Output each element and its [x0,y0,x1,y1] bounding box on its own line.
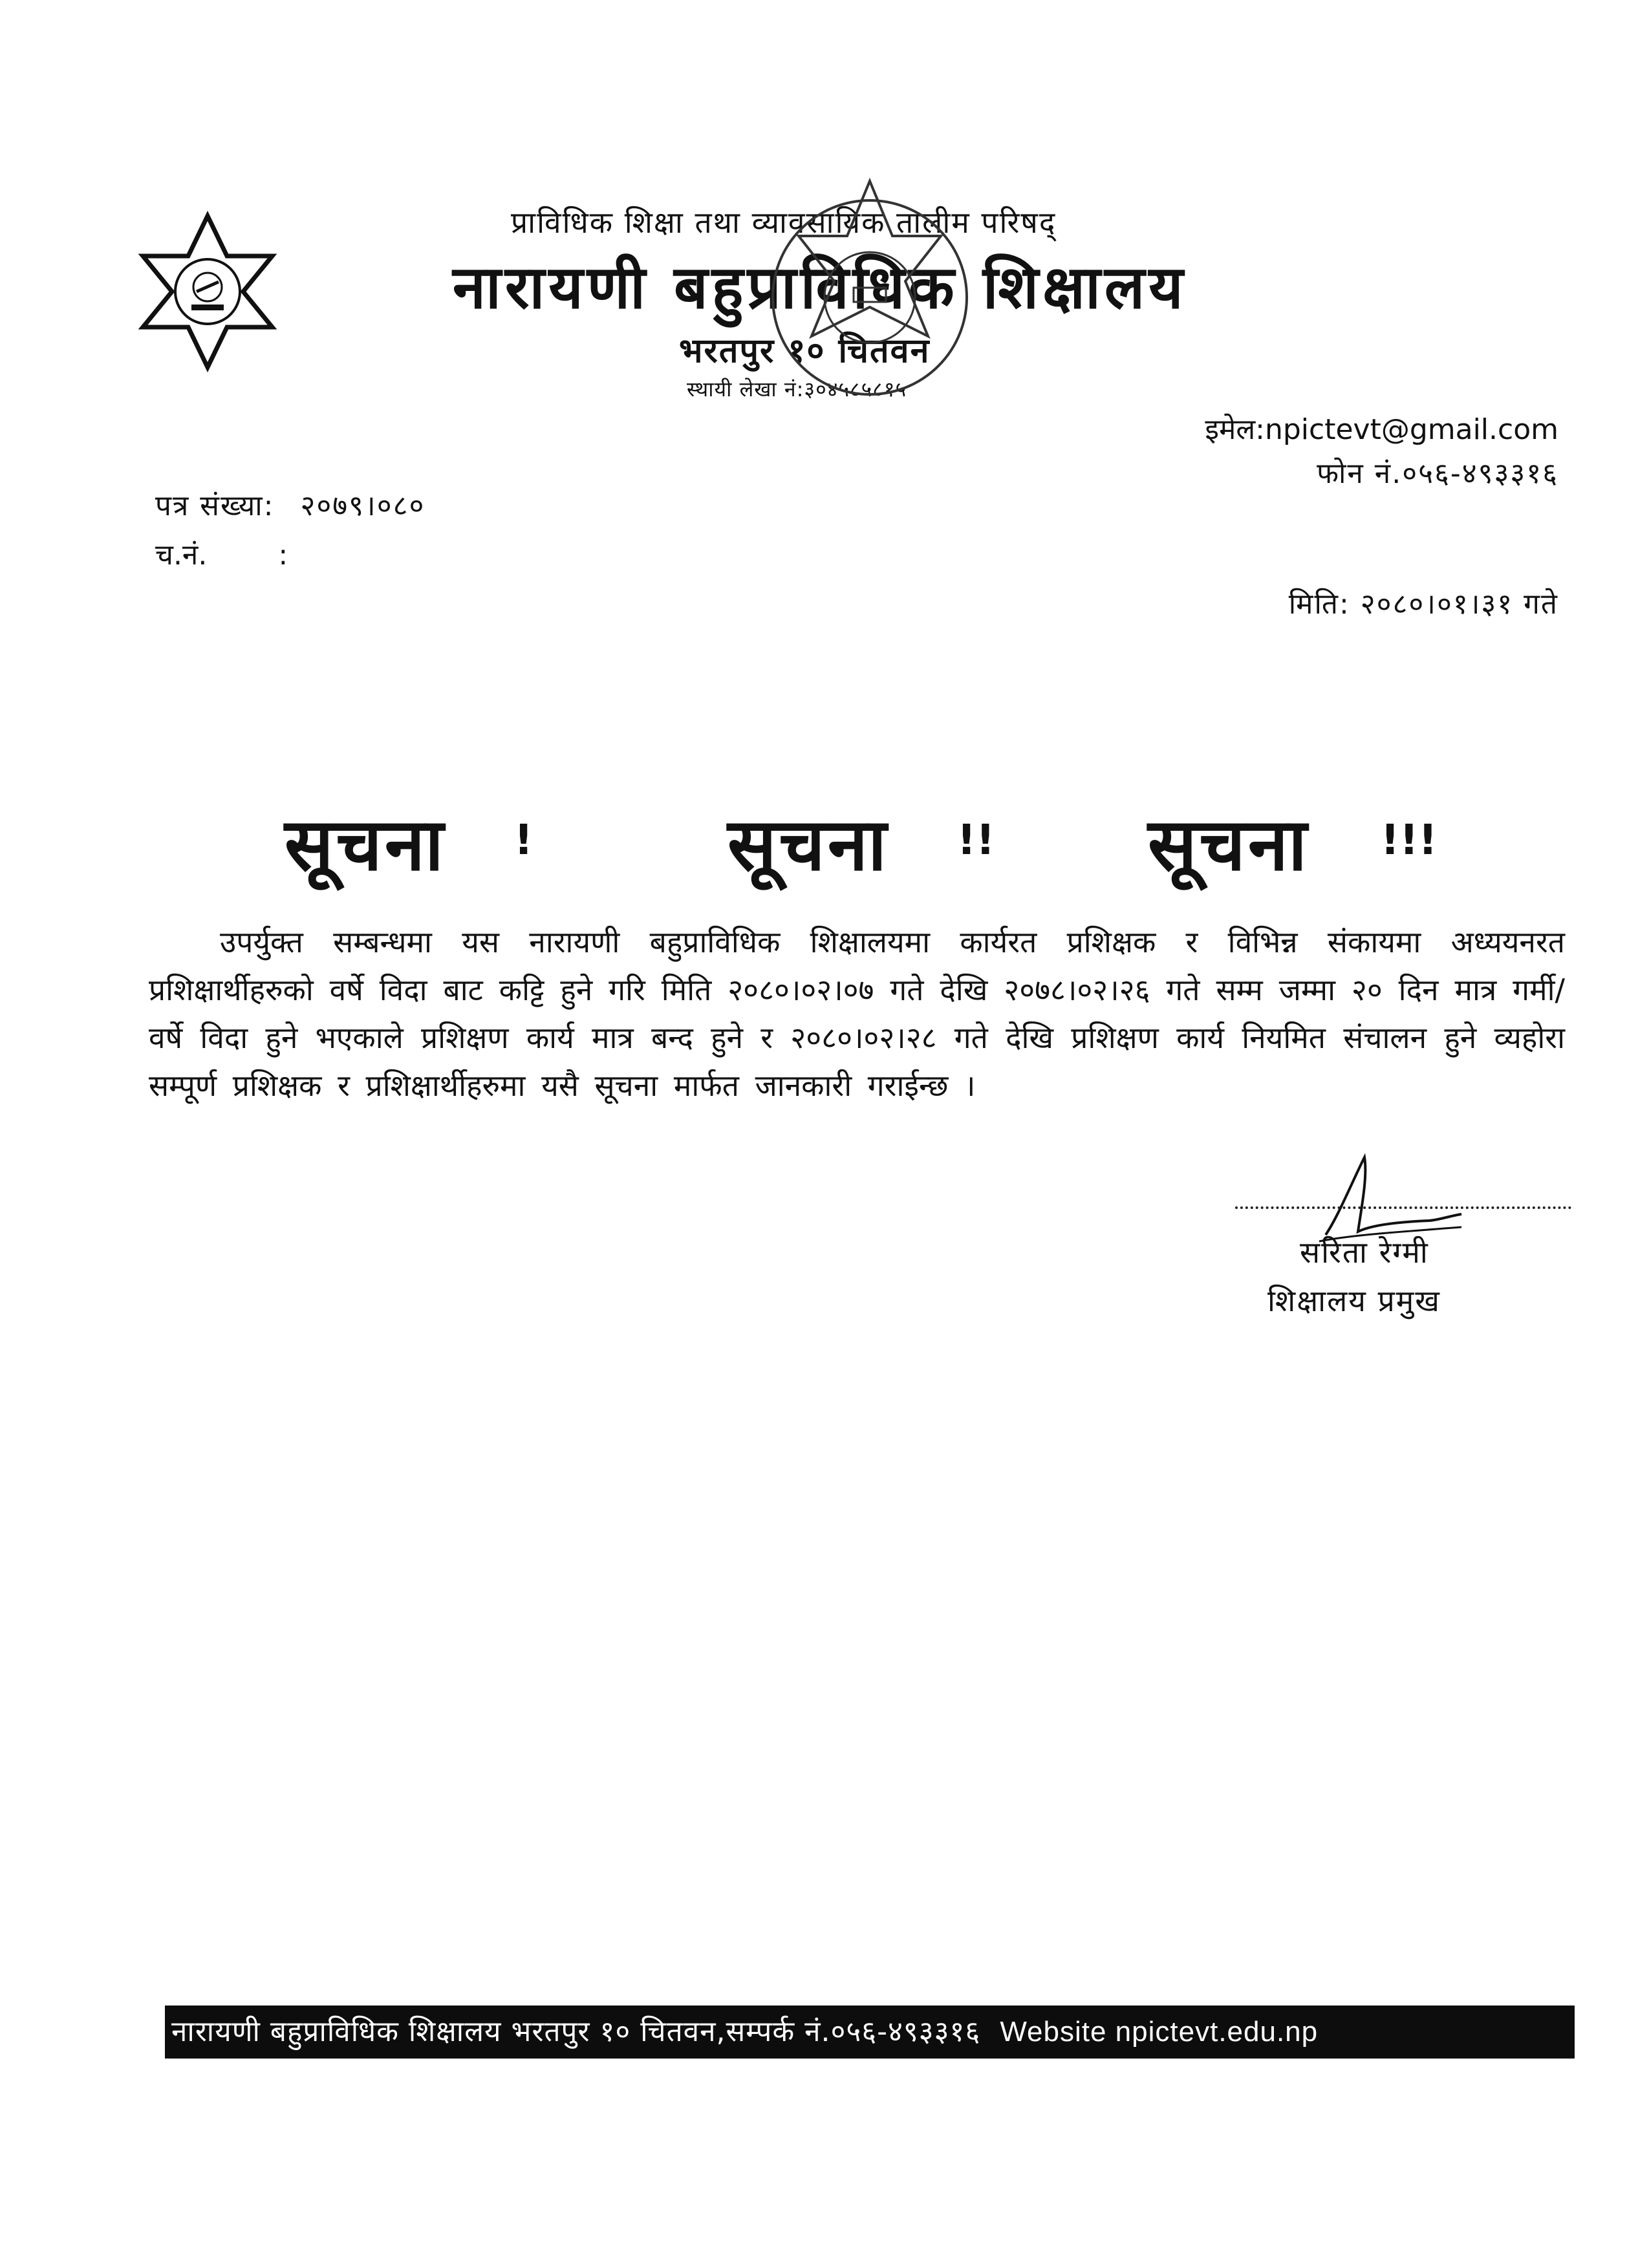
pan-number: स्थायी लेखा नं:३०४५८५८१५ [687,377,907,401]
exclamation-2: !! [957,817,995,864]
letter-number-label: पत्र संख्या: [155,489,275,522]
dispatch-number [155,534,288,573]
notice-word-3: सूचना [1148,803,1310,887]
email-address: इमेल:npictevt@gmail.com [1205,413,1558,446]
exclamation-3: !!! [1381,817,1438,864]
signature-line [1235,1204,1571,1209]
signatory-name: सरिता रेग्मी [1300,1235,1429,1270]
notice-headline [0,792,1649,889]
council-name: प्राविधिक शिक्षा तथा व्यावसायिक तालीम परिषद् [511,205,1057,240]
signatory-title: शिक्षालय प्रमुख [1267,1283,1441,1318]
footer-website: Website npictevt.edu.np [1000,2016,1319,2048]
college-name: नारायणी बहुप्राविधिक शिक्षालय [453,253,1187,322]
phone-number: फोन नं.०५६-४९३३१६ [1317,457,1558,490]
letter-number [155,485,425,524]
notice-body: उपर्युक्त सम्बन्धमा यस नारायणी बहुप्राविधिक शिक्षालयमा कार्यरत प्रशिक्षक र विभिन्न संकायमा अध्ययनरत प्रशिक्षार्थीहरुको वर्षे विदा बाट कट्टि हुने गरि मिति २०८०।०२।०७ गते देखि २०७८।०२।२६ गते सम्म जम्मा २० दिन मात्र गर्मी/वर्षे विदा हुने भएकाले प्रशिक्षण कार्य मात्र बन्द हुने र २०८०।०२।२८ गते देखि प्रशिक्षण कार्य नियमित संचालन हुने व्यहोरा सम्पूर्ण प्रशिक्षक र प्रशिक्षार्थीहरुमा यसै सूचना मार्फत जानकारी गराईन्छ । [149,925,1565,1103]
nepal-emblem-logo [127,211,288,372]
letter-date: मिति: २०८०।०१।३१ गते [1288,588,1558,621]
notice-word-2: सूचना [727,803,889,887]
dispatch-number-colon: : [278,539,288,572]
official-stamp [747,175,993,446]
dispatch-number-label: च.नं. [155,539,208,572]
footer-contact: नारायणी बहुप्राविधिक शिक्षालय भरतपुर १० चितवन,सम्पर्क नं.०५६-४९३३१६ [171,2015,981,2048]
footer-bar [165,2006,1575,2059]
exclamation-1: ! [514,817,534,864]
notice-word-1: सूचना [285,803,446,887]
college-address: भरतपुर १० चितवन [679,332,931,370]
letter-number-value: २०७९।०८० [300,489,426,522]
